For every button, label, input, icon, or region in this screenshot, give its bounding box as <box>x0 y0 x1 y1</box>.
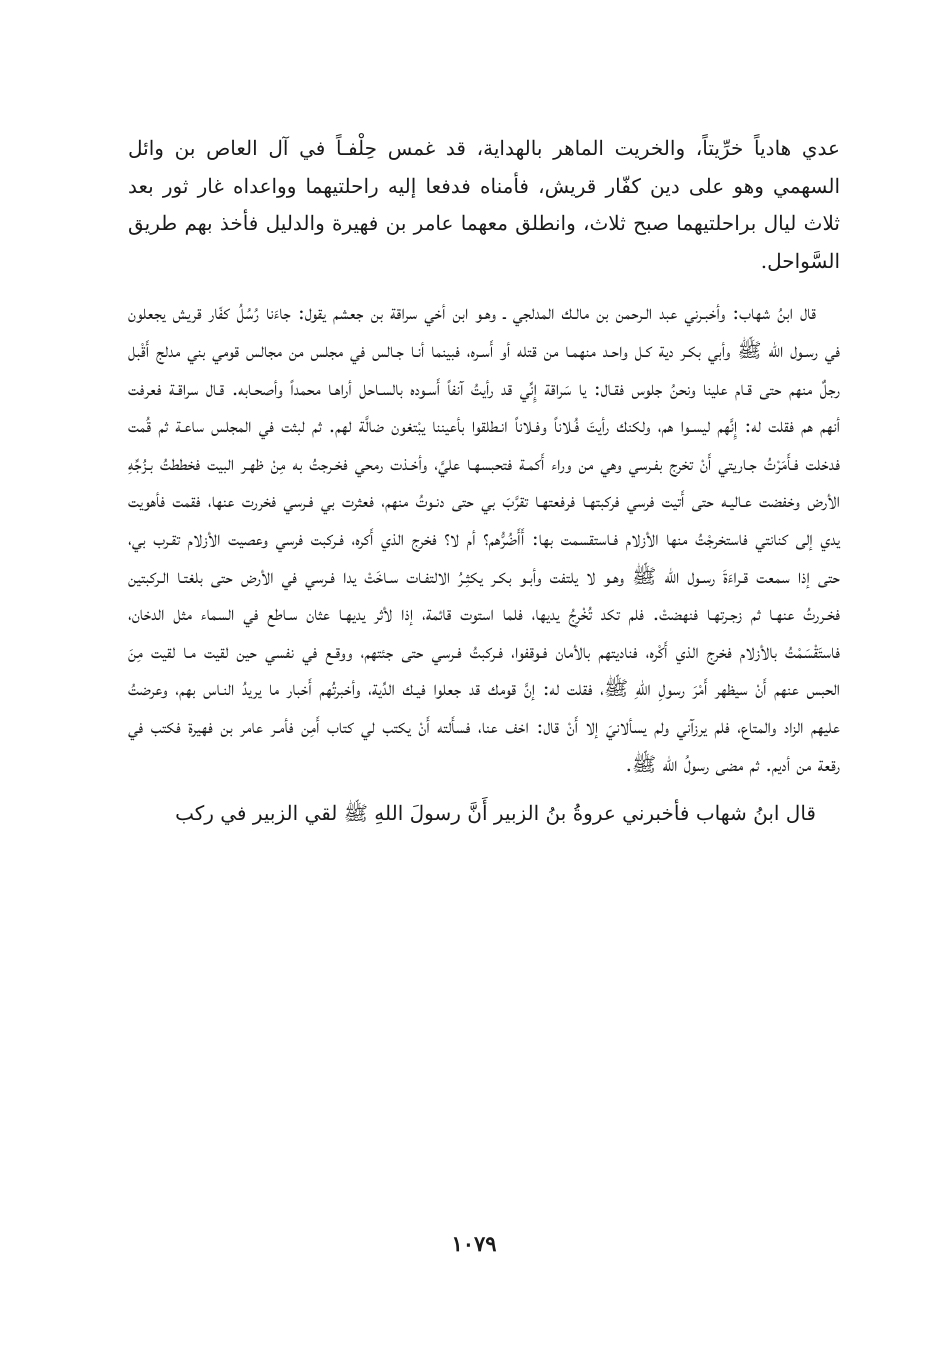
page-number: ١٠٧٩ <box>451 1231 497 1256</box>
paragraph-ibn-shihab-urwa: قال ابنُ شهاب فأخبرني عروةُ بنُ الزبير أَنَّ رسولَ اللهِ ﷺ لقي الزبير في ركب <box>175 801 816 826</box>
paragraph-ibn-shihab-suraqa: قال ابنُ شهاب: وأخبـرني عبد الـرحمن بن مالـك المدلجي ـ وهـو ابن أخي سراقة بن جعشم يقول: جاءَنا رُسُلُ كفّار قريش يجعلون في رسـول الله ﷺ وأبي بكـر دية كـل واحـد منهمـا من قتله أو أَسـره، فبينما أنـا جـالس في مجلس من مجالس قومي بني مدلج أَقْبل رجلٌ منهم حتى قـام علينا ونحنُ جلوس فقـال: يا سَراقة إِنِّي قد رأيتُ آنفاً أَسـوده بالسـاحل أراهـا محمداً وأصحـابه. قـال سراقـة فعرفت أنهم هم فقلت له: إِنَّهم ليسـوا هم، ولكنك رأيتَ فُـلاناً وفـلاناً انـطلقوا بأعيننا يبْتغون ضالَّة لهم. ثم لبثت في المجلس ساعـة ثم قُمت فدخلت فـأَمَرْتُ جـاريتي أَنْ تخرج بفـرسي وهي من وراء أَكمـة فتحبسهـا عليَّ، وأخـذت رمحي فخـرجتُ به مِنْ ظهـر البيت فخططتُ بـزُجِّهِ الأرض وخفضت عـاليـه حتى أَتيت فرسي فركبتهـا فرفعتهـا تقرَّبَ بي حتى دنـوتُ منهم، فعثرت بي فـرسي فخررت عنها، فقمت فأهويت يدي إلى كنانتي فاستخرجْتُ منها الأزلام فـاستقسمت بها: أَأَضُرُّهم؟ أم لا؟ فخرج الذي أَكره، فـركبت فرسي وعصيت الأزلام تقـرب بي، حتى إذا سمعت قـراءَةَ رسـول الله ﷺ وهـو لا يلتفت وأبـو بكـر يكثِـرُ الالتفـات سـاخَتْ يدا فـرسي في الأرض حتى بلغتـا الـركبتين فخـررتُ عنهـا ثم زجـرتهـا فنهضتْ. فلم تكد تُخْرِجُ يديها، فلما استوت قائمة، إذا لأثر يديهـا عثان سـاطع في السماء مثل الدخان، فاستَقْسَمْتُ بالأزلام فخرج الذي أَكْره، فناديتهم بالأمان فـوقفوا، فـركبتُ فـرسي حتى جئتهم، ووقـع في نفسي حين لقيت مـا لقيت مِنَ الحبس عنهم أَنْ سيظهر أَمْرَ رسولِ اللهِ ﷺ، فقلت له: إنَّ قومك قد جعلوا فيـك الدِّية، وأخبرتُهم أَخبار ما يريدُ النـاس بهم، وعرضتُ عليهم الزاد والمتاع، فلم يرزآني ولم يسألانيَ إلا أَنْ قال: اخف عنا، فسأَلته أَنْ يكتب لي كتاب أَمِن فأمـر عامر بن فهيرة فكتب في رقعة من أديم. ثم مضى رسولُ الله ﷺ. <box>128 300 841 776</box>
document-body <box>128 130 840 833</box>
paragraph-continuation: عدي هادياً خرِّيتاً، والخريت الماهر بالهداية، قد غمس حِلْفـاً في آل العاص بن وائل السهمي وهو على دين كفّار قريش، فأمناه فدفعا إليه راحلتيهما وواعداه غار ثور بعد ثلاث ليال براحلتيهما صبح ثلاث، وانطلق معهما عامر بن فهيرة والدليل فأخذ بهم طريق السَّواحل. <box>128 136 840 273</box>
